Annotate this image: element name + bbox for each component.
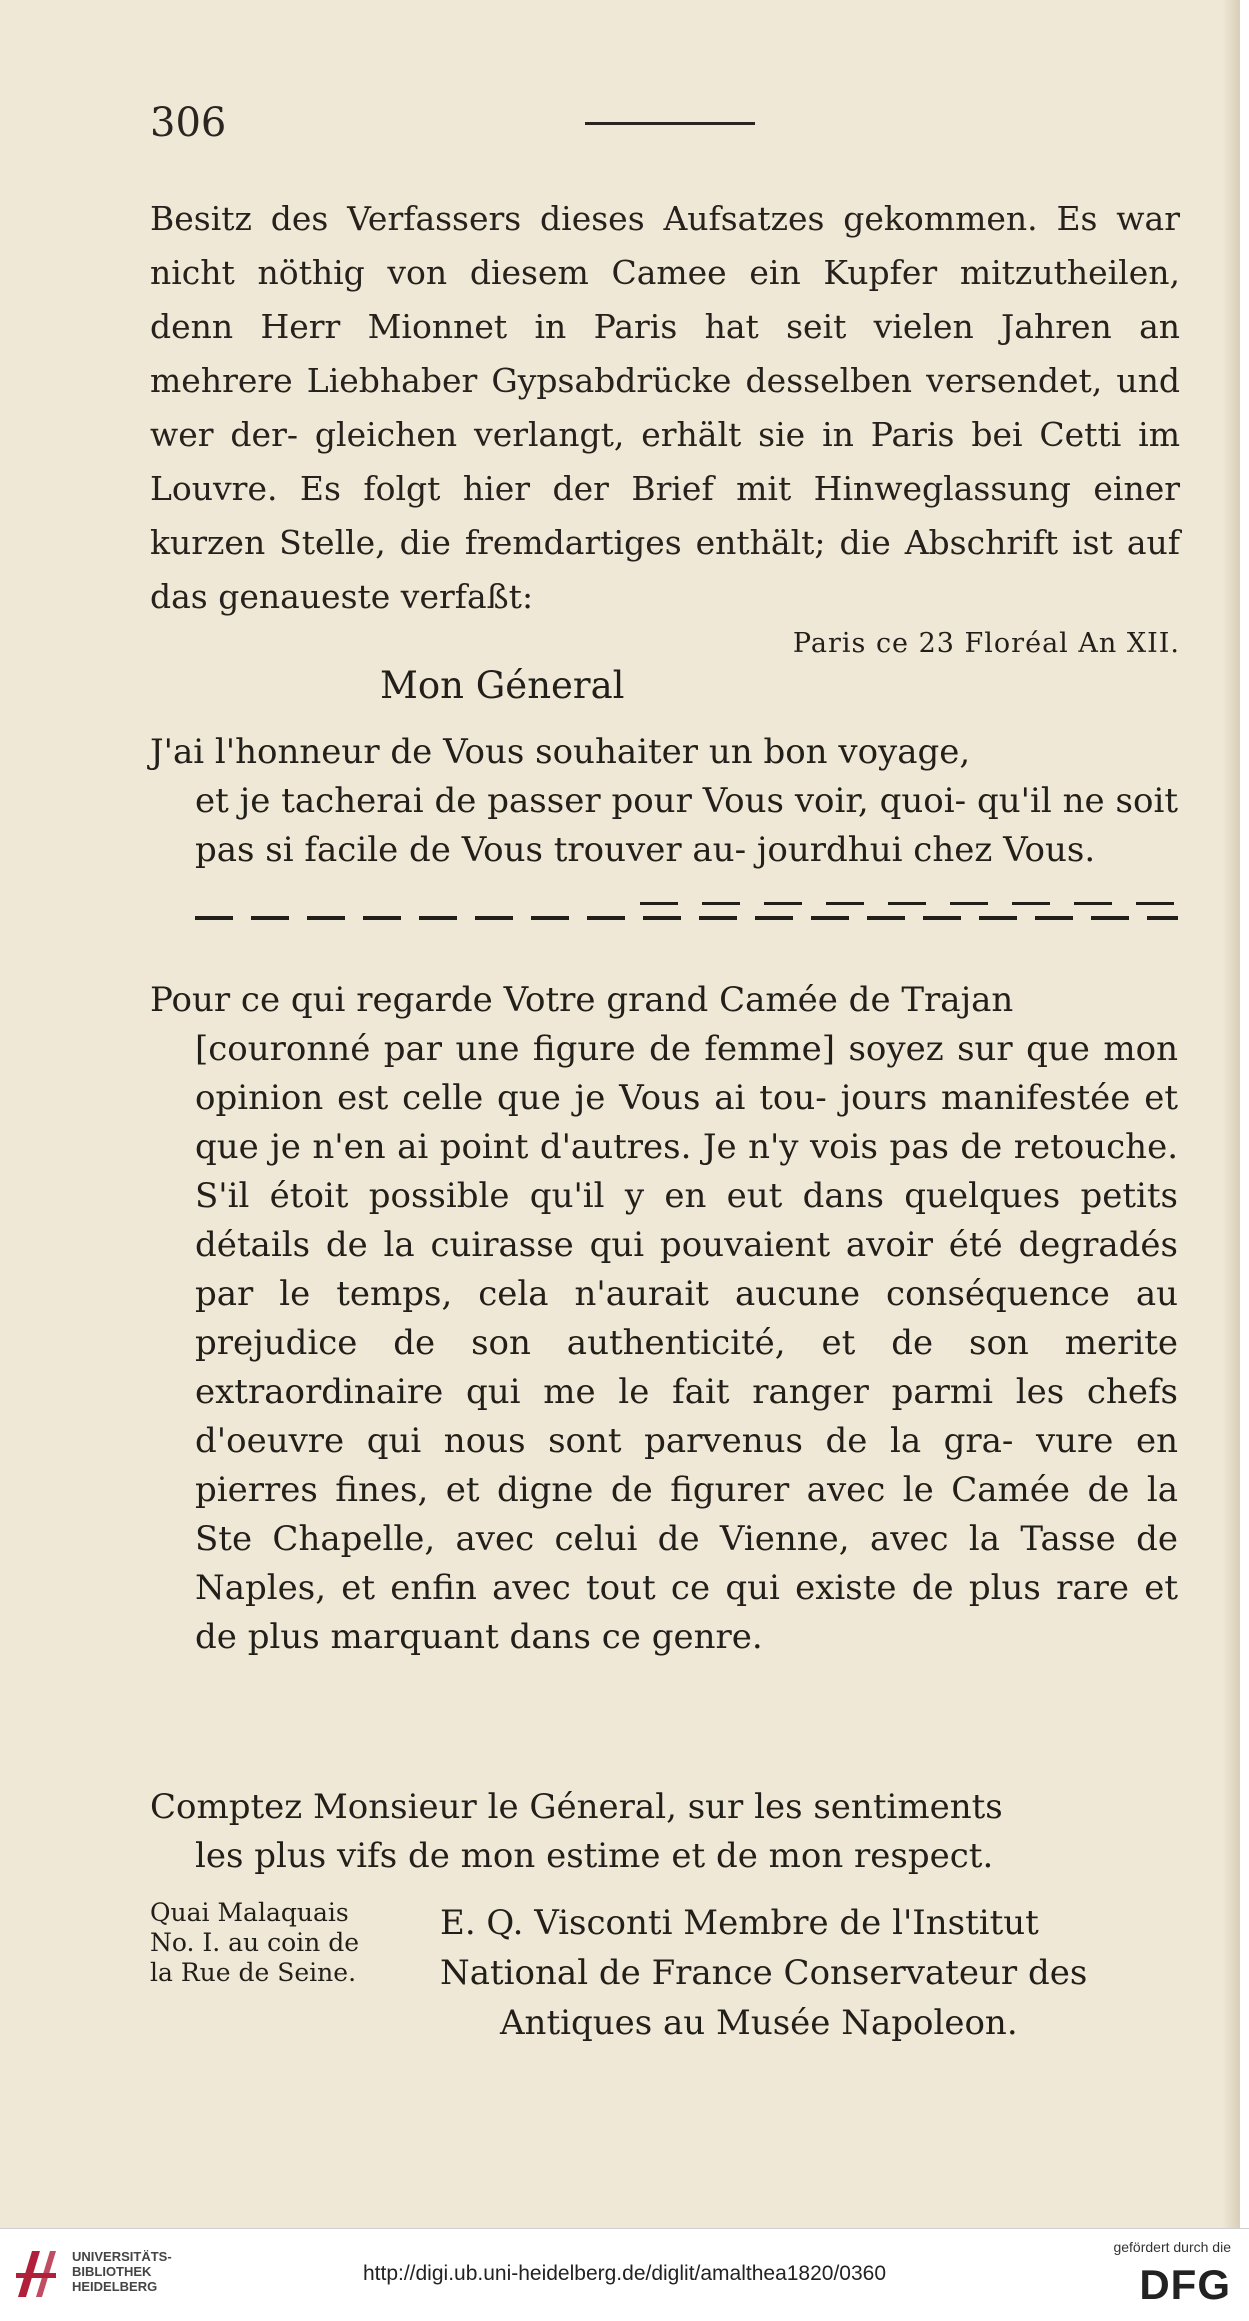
closing-body: les plus vifs de mon estime et de mon respect. — [195, 1836, 994, 1876]
signer-line: Antiques au Musée Napoleon. — [500, 2003, 1018, 2043]
omission-dash-line — [195, 916, 1178, 920]
letter-paragraph-1 — [150, 728, 1178, 875]
page-number: 306 — [150, 100, 227, 146]
address-line: la Rue de Seine. — [150, 1958, 357, 1987]
library-name-line: UNIVERSITÄTS- — [72, 2249, 172, 2264]
header-rule — [585, 122, 755, 125]
page-header — [150, 100, 1180, 150]
sponsor-label: gefördert durch die — [1113, 2239, 1231, 2255]
signer-line: National de France Conservateur des — [440, 1953, 1088, 1993]
signature-block — [150, 1898, 1180, 2043]
fraktur-paragraph — [150, 192, 1180, 624]
address-line: Quai Malaquais — [150, 1898, 349, 1927]
salutation: Mon Géneral — [380, 664, 625, 707]
signer-line: E. Q. Visconti Membre de l'Institut — [440, 1903, 1039, 1943]
library-name-line: HEIDELBERG — [72, 2279, 158, 2294]
paragraph-1-first-line: J'ai l'honneur de Vous souhaiter un bon voyage, — [150, 732, 971, 772]
paragraph-1-body: et je tacherai de passer pour Vous voir, quoi- qu'il ne soit pas si facile de Vous trouver au- jourdhui chez Vous. — [195, 781, 1178, 870]
page-edge-shadow — [1222, 0, 1240, 2228]
page-url-link[interactable]: http://digi.ub.uni-heidelberg.de/diglit/amalthea1820/0360 — [362, 2262, 887, 2285]
letter-paragraph-2 — [150, 976, 1178, 1662]
fraktur-text: Besitz des Verfassers dieses Aufsatzes gekommen. Es war nicht nöthig von diesem Camee ein Kupfer mitzutheilen, denn Herr Mionnet in Paris hat seit vielen Jahren an mehrere Liebhaber Gypsabdrücke desselben versendet, und wer der- gleichen verlangt, erhält sie in Paris bei Cetti im Louvre. Es folgt hier der Brief mit Hinweglassung einer kurzen Stelle, die fremdartiges enthält; die Abschrift ist auf das genaueste verfaßt: — [150, 199, 1180, 616]
paragraph-2-body: [couronné par une figure de femme] soyez sur que mon opinion est celle que je Vous ai tou- jours manifestée et que je n'en ai point d'autres. Je n'y vois pas de retouche. S'il étoit possible qu'il y en eut dans quelques petits détails de la cuirasse qui pouvaient avoir été degradés par le temps, cela n'aurait aucune conséquence au prejudice de son authenticité, et de son merite extraordinaire qui me le fait ranger parmi les chefs d'oeuvre qui nous sont parvenus de la gra- vure en pierres fines, et digne de figurer avec le Camée de la Ste Chapelle, avec celui de Vienne, avec la Tasse de Naples, et enfin avec tout ce qui existe de plus rare et de plus marquant dans ce genre. — [195, 1029, 1178, 1657]
library-name-line: BIBLIOTHEK — [72, 2264, 152, 2279]
viewer-footer — [0, 2228, 1249, 2321]
omission-dashes — [640, 902, 1178, 905]
address-line: No. I. au coin de — [150, 1928, 359, 1957]
dfg-logo[interactable]: DFG — [1139, 2261, 1231, 2308]
dateline: Paris ce 23 Floréal An XII. — [792, 628, 1180, 659]
letter-closing — [150, 1783, 1178, 1881]
sender-address — [150, 1898, 410, 1988]
closing-first-line: Comptez Monsieur le Géneral, sur les sentiments — [150, 1787, 1003, 1827]
paragraph-2-first-line: Pour ce qui regarde Votre grand Camée de Trajan — [150, 980, 1014, 1020]
signer — [440, 1898, 1180, 2048]
